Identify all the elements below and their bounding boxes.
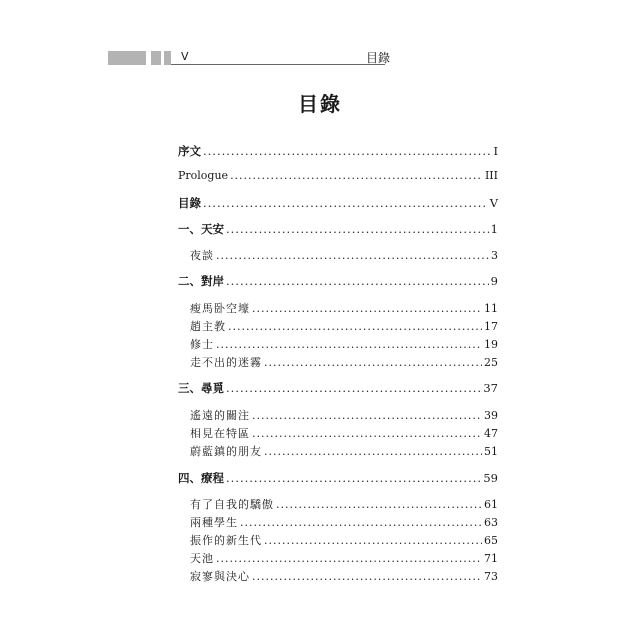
header-decor-bar [151,51,161,65]
toc-entry-page: 51 [484,445,498,458]
toc-entry[interactable] [190,568,498,584]
toc-entry[interactable] [190,247,498,263]
toc-entry[interactable] [190,532,498,548]
toc-leader-dots [240,516,482,529]
toc-leader-dots [226,471,481,485]
toc-leader-dots [252,427,482,440]
toc-entry[interactable] [190,300,498,316]
toc-entry[interactable] [190,514,498,530]
toc-leader-dots [252,302,482,315]
toc-entry-label: 有了自我的驕傲 [190,498,274,511]
toc-entry-page: 65 [484,534,498,547]
toc-entry-label: 序文 [178,144,201,158]
toc-entry-page: 17 [484,320,498,333]
header-decor-bar [164,51,171,65]
toc-entry-label: 振作的新生代 [190,534,262,547]
running-header [0,0,640,70]
toc-leader-dots [276,498,482,511]
toc-entry-label: 天池 [190,552,214,565]
toc-leader-dots [252,570,482,583]
header-page-number: V [181,50,189,63]
toc-leader-dots [226,274,489,288]
toc-entry[interactable] [190,425,498,441]
toc-entry-page: 61 [484,498,498,511]
toc-entry[interactable] [178,273,498,289]
toc-entry-label: 走不出的迷霧 [190,356,262,369]
toc-entry-page: 9 [490,274,498,288]
toc-entry[interactable] [190,550,498,566]
toc-leader-dots [203,144,491,158]
toc-entry-page: 73 [484,570,498,583]
toc-leader-dots [228,320,482,333]
toc-entry-page: 59 [483,471,498,485]
toc-leader-dots [216,338,482,351]
toc-entry-page: 63 [484,516,498,529]
toc-entry[interactable] [190,354,498,370]
toc-entry-page: I [493,144,498,158]
toc-entry-label: 一、天安 [178,222,224,236]
toc-leader-dots [216,552,482,565]
toc-entry[interactable] [178,195,498,211]
toc-entry[interactable] [190,318,498,334]
toc-entry-label: 夜談 [190,249,214,262]
toc-entry-page: 37 [483,381,498,395]
toc-entry-page: 19 [484,338,498,351]
toc-entry-label: 兩種學生 [190,516,238,529]
toc-entry-page: 25 [484,356,498,369]
toc-entry[interactable] [178,380,498,396]
toc-entry[interactable] [178,470,498,486]
toc-entry[interactable] [178,221,498,237]
page-title: 目錄 [298,92,342,116]
toc-entry-label: 寂寥與決心 [190,570,250,583]
toc-leader-dots [226,222,489,236]
toc-leader-dots [216,249,489,262]
toc-entry-label: Prologue [178,169,229,182]
toc-entry[interactable] [190,496,498,512]
toc-entry[interactable] [190,336,498,352]
toc-entry-page: 1 [490,222,498,236]
toc-entry-label: 目錄 [178,196,201,210]
toc-entry-page: 39 [484,409,498,422]
toc-entry-page: III [484,169,498,182]
toc-leader-dots [230,169,483,182]
toc-entry-label: 相見在特區 [190,427,250,440]
header-rule [171,64,385,65]
toc-entry[interactable] [178,169,498,185]
toc-leader-dots [264,445,482,458]
toc-leader-dots [226,381,481,395]
toc-entry-page: V [489,196,498,210]
toc-entry-label: 趙主教 [190,320,226,333]
toc-entry-label: 蔚藍鎮的朋友 [190,445,262,458]
toc-entry-page: 3 [491,249,498,262]
toc-entry-label: 四、療程 [178,471,224,485]
toc-leader-dots [264,356,482,369]
toc-entry-label: 二、對岸 [178,274,224,288]
toc-entry-label: 三、尋覓 [178,381,224,395]
toc-entry-label: 修士 [190,338,214,351]
toc-leader-dots [252,409,482,422]
header-decor-bar [108,51,146,65]
toc-entry-label: 瘦馬卧空壕 [190,302,250,315]
toc-entry[interactable] [190,407,498,423]
toc-entry-page: 71 [484,552,498,565]
toc-entry-page: 47 [484,427,498,440]
toc-entry[interactable] [190,443,498,459]
toc-leader-dots [203,196,488,210]
toc-leader-dots [264,534,482,547]
header-running-title: 目錄 [366,51,391,65]
toc-entry[interactable] [178,143,498,159]
toc-entry-page: 11 [484,302,498,315]
toc-entry-label: 遙遠的關注 [190,409,250,422]
